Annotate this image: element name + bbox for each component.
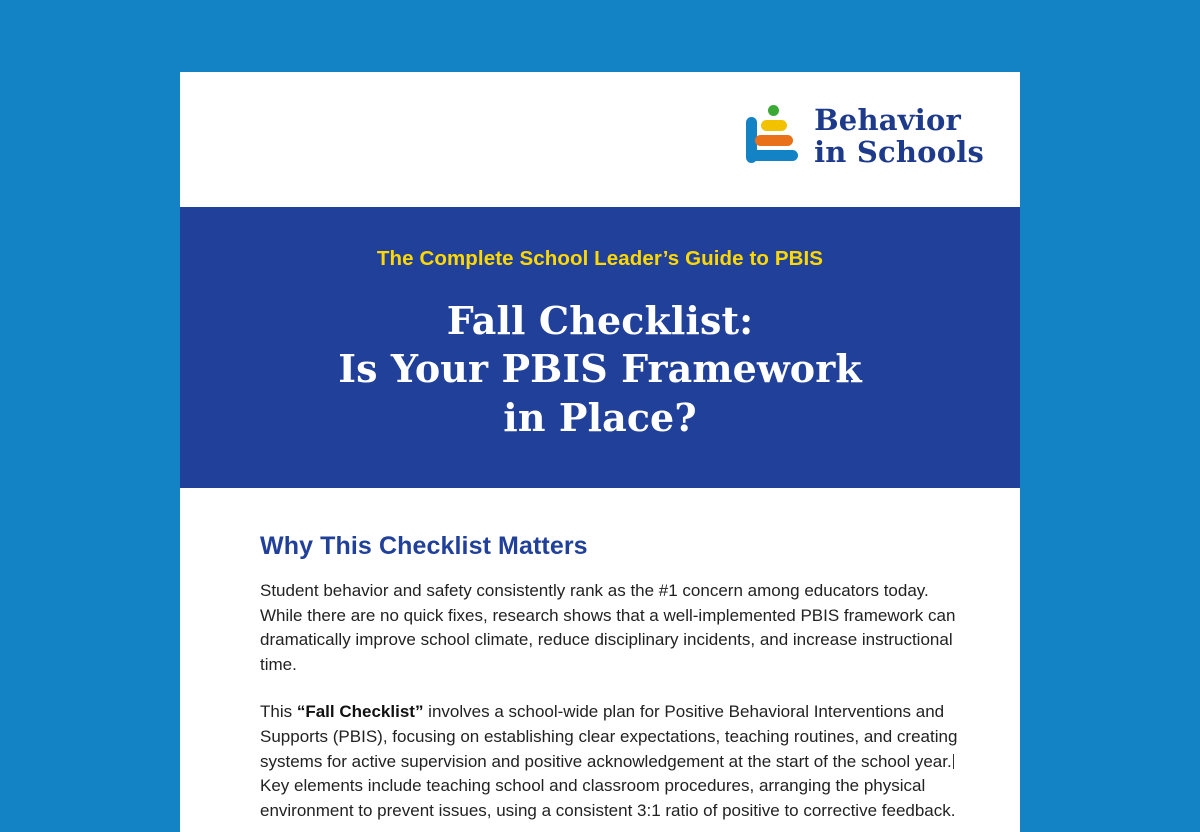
paragraph-2-continued: Key elements include teaching school and classroom procedures, arranging the physical environment to prevent issues, using a consistent 3:1 ratio of positive to corrective feedback. <box>260 776 955 820</box>
brand-logo-text <box>814 104 984 169</box>
body-paragraph-1: Student behavior and safety consistently rank as the #1 concern among educators today. While there are no quick fixes, research shows that a well-implemented PBIS framework can dramatically improve school climate, reduce disciplinary incidents, and increase instructional time. <box>260 579 960 678</box>
brand-logo-line1: Behavior <box>814 104 984 136</box>
document-page <box>180 72 1020 832</box>
title-banner <box>180 207 1020 488</box>
page-title-line3: in Place? <box>230 394 970 442</box>
page-title-line1: Fall Checklist: <box>230 297 970 345</box>
page-title <box>230 297 970 442</box>
document-body <box>180 488 1020 824</box>
brand-logo-line2: in Schools <box>814 136 984 168</box>
body-paragraph-2 <box>260 700 960 824</box>
stacked-books-icon <box>746 105 800 167</box>
document-header <box>180 72 1020 207</box>
text-cursor <box>953 754 954 769</box>
page-title-line2: Is Your PBIS Framework <box>230 345 970 393</box>
fall-checklist-emphasis: “Fall Checklist” <box>297 702 424 721</box>
paragraph-2-prefix: This <box>260 702 297 721</box>
guide-eyebrow-text: The Complete School Leader’s Guide to PBIS <box>230 247 970 271</box>
paragraph-2-suffix: involves a school-wide plan for Positive Behavioral Interventions and Supports (PBIS), focusing on establishing clear expectations, teaching routines, and creating systems for active supervision and positive acknowledgement at the start of the school year. <box>260 702 957 771</box>
section-heading: Why This Checklist Matters <box>260 532 960 561</box>
brand-logo <box>746 104 984 169</box>
